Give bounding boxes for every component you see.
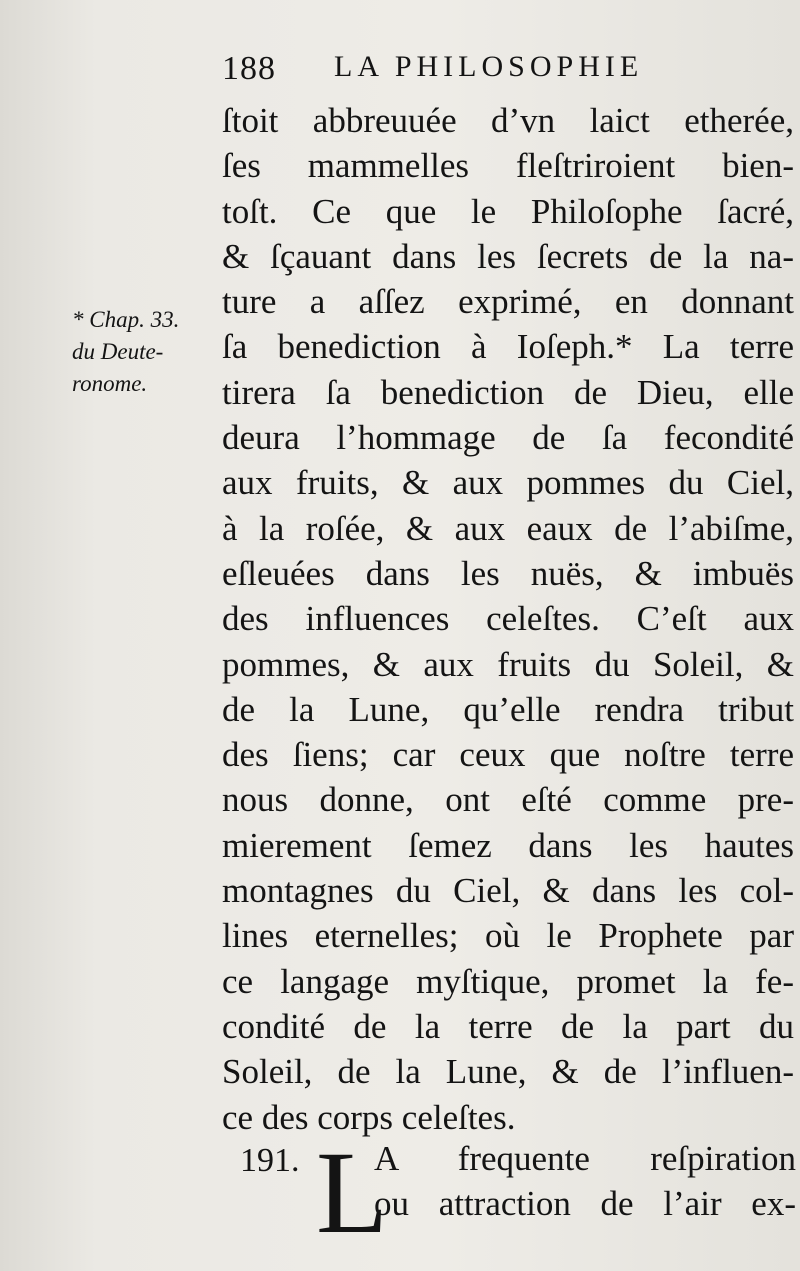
page-title: LA PHILOSOPHIE <box>334 50 644 83</box>
text-line: tirera ſa benediction de Dieu, elle <box>222 372 794 412</box>
text-line: pommes, & aux fruits du Soleil, & <box>222 644 794 684</box>
margin-note <box>72 304 222 400</box>
text-line: & ſçauant dans les ſecrets de la na- <box>222 236 794 276</box>
section-191 <box>240 1127 796 1258</box>
text-line: Soleil, de la Lune, & de l’influen- <box>222 1052 794 1092</box>
text-line: ture a aſſez exprimé, en donnant <box>222 282 794 322</box>
margin-note-line: * Chap. 33. <box>72 307 180 332</box>
text-line: eſleuées dans les nuës, & imbuës <box>222 553 794 593</box>
text-line: ſa benediction à Ioſeph.* La terre <box>222 327 794 367</box>
body-text <box>222 98 794 1140</box>
text-line: ce langage myſtique, promet la fe- <box>222 961 794 1001</box>
text-line: aux fruits, & aux pommes du Ciel, <box>222 463 794 503</box>
text-line: ſes mammelles fleſtriroient bien- <box>222 146 794 186</box>
text-line: des ſiens; car ceux que noſtre terre <box>222 735 794 775</box>
page-number: 188 <box>222 50 276 87</box>
text-line: mierement ſemez dans les hautes <box>222 825 794 865</box>
text-line: de la Lune, qu’elle rendra tribut <box>222 689 794 729</box>
text-line: montagnes du Ciel, & dans les col- <box>222 871 794 911</box>
section-line: ou attraction de l’air ex- <box>374 1184 796 1223</box>
text-line: à la roſée, & aux eaux de l’abiſme, <box>222 508 794 548</box>
text-line: des influences celeſtes. C’eſt aux <box>222 599 794 639</box>
text-line: lines eternelles; où le Prophete par <box>222 916 794 956</box>
text-line: ce des corps celeſtes. <box>222 1097 516 1137</box>
margin-note-line: du Deute- <box>72 339 164 364</box>
section-number: 191. <box>240 1142 300 1179</box>
text-line: nous donne, ont eſté comme pre- <box>222 780 794 820</box>
drop-cap: L <box>316 1127 389 1258</box>
text-line: condité de la terre de la part du <box>222 1006 794 1046</box>
text-line: toſt. Ce que le Philoſophe ſacré, <box>222 191 794 231</box>
text-line: deura l’hommage de ſa fecondité <box>222 418 794 458</box>
text-line: ſtoit abbreuuée d’vn laict etherée, <box>222 101 794 140</box>
running-head <box>222 46 782 96</box>
section-line: A frequente reſpiration <box>374 1139 796 1178</box>
margin-note-line: ronome. <box>72 371 148 396</box>
